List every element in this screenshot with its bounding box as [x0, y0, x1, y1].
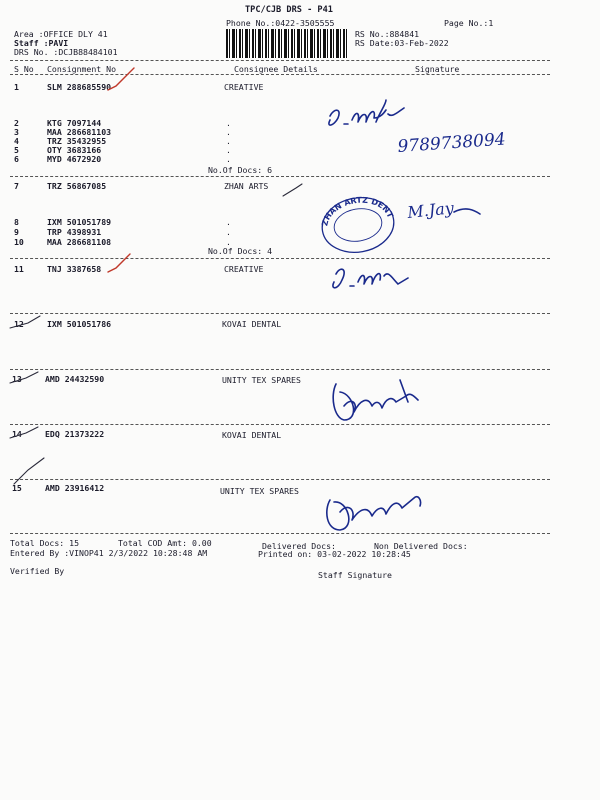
- row-consignment: TRZ 56867085: [47, 181, 107, 191]
- doc-count: No.Of Docs: 6: [208, 165, 273, 175]
- consignee-name: CREATIVE: [224, 82, 264, 92]
- signature-mark: [327, 497, 421, 530]
- row-sno: 7: [14, 181, 19, 191]
- row-sno: 13: [12, 374, 22, 384]
- tick-mark-icon: [10, 316, 40, 328]
- row-sno: 12: [14, 319, 24, 329]
- handwritten-name: M.Jay: [406, 198, 455, 222]
- signature-mark: [333, 269, 408, 288]
- row-sno: 11: [14, 264, 24, 274]
- row-consignment: AMD 24432590: [45, 374, 105, 384]
- row-sno: 1: [14, 82, 19, 92]
- phone-number: Phone No.:0422-3505555: [226, 18, 335, 28]
- consignee-name: CREATIVE: [224, 264, 264, 274]
- tick-mark-icon: [10, 372, 38, 383]
- col-signature: Signature: [415, 64, 460, 74]
- printed-on: Printed on: 03-02-2022 10:28:45: [258, 549, 411, 559]
- area-label: Area :OFFICE DLY 41: [14, 29, 108, 39]
- row-consignment: EDQ 21373222: [45, 429, 105, 439]
- total-cod-amount: Total COD Amt: 0.00: [118, 538, 212, 548]
- row-sno: 9: [14, 227, 19, 237]
- staff-label: Staff :PAVI: [14, 38, 69, 48]
- row-sno: 2: [14, 118, 19, 128]
- delivered-docs: Delivered Docs:: [262, 541, 336, 551]
- consignee-name: UNITY TEX SPARES: [222, 375, 301, 385]
- row-sno: 3: [14, 127, 19, 137]
- row-consignment: TNJ 3387658: [47, 264, 102, 274]
- row-sno: 10: [14, 237, 24, 247]
- row-sno: 14: [12, 429, 22, 439]
- consignee-dot: .: [226, 145, 231, 155]
- consignee-dot: .: [226, 118, 231, 128]
- col-sno: S No: [14, 64, 34, 74]
- tick-mark-icon: [10, 427, 38, 438]
- staff-signature-label: Staff Signature: [318, 570, 392, 580]
- row-consignment: MYD 4672920: [47, 154, 102, 164]
- signature-flourish: [454, 209, 480, 214]
- consignee-dot: .: [226, 154, 231, 164]
- document-title: TPC/CJB DRS - P41: [245, 5, 333, 15]
- consignee-dot: .: [226, 217, 231, 227]
- svg-text:ZHAN ARTZ DENTAL LAB CBE: ZHAN ARTZ DENTAL LAB CBE: [320, 195, 395, 228]
- row-consignment: TRP 4398931: [47, 227, 102, 237]
- non-delivered-docs: Non Delivered Docs:: [374, 541, 468, 551]
- row-consignment: TRZ 35432955: [47, 136, 107, 146]
- row-consignment: MAA 286681108: [47, 237, 112, 247]
- verified-by: Verified By: [10, 566, 65, 576]
- signature-mark: [333, 380, 418, 420]
- drs-number: DRS No. :DCJB88484101: [14, 47, 118, 57]
- page-number: Page No.:1: [444, 18, 494, 28]
- row-consignment: IXM 501051786: [47, 319, 112, 329]
- row-sno: 15: [12, 483, 22, 493]
- row-consignment: IXM 501051789: [47, 217, 112, 227]
- consignee-dot: .: [226, 227, 231, 237]
- total-docs: Total Docs: 15: [10, 538, 80, 548]
- col-consignment: Consignment No: [47, 64, 117, 74]
- row-consignment: OTY 3683166: [47, 145, 102, 155]
- entered-by: Entered By :VINOP41 2/3/2022 10:28:48 AM: [10, 548, 208, 558]
- consignee-dot: .: [226, 127, 231, 137]
- signature-mark: [329, 100, 404, 125]
- tick-mark-icon: [108, 254, 130, 272]
- row-consignment: MAA 286681103: [47, 127, 112, 137]
- row-sno: 8: [14, 217, 19, 227]
- row-sno: 6: [14, 154, 19, 164]
- company-stamp: [316, 190, 400, 258]
- consignee-name: KOVAI DENTAL: [222, 430, 282, 440]
- consignee-name: KOVAI DENTAL: [222, 319, 282, 329]
- rs-date: RS Date:03-Feb-2022: [355, 38, 449, 48]
- row-sno: 5: [14, 145, 19, 155]
- consignee-dot: .: [226, 136, 231, 146]
- consignee-name: UNITY TEX SPARES: [220, 486, 299, 496]
- row-consignment: SLM 288685590: [47, 82, 112, 92]
- doc-count: No.Of Docs: 4: [208, 246, 273, 256]
- tick-mark-icon: [283, 184, 302, 196]
- rs-number: RS No.:884841: [355, 29, 420, 39]
- handwritten-phone: 9789738094: [396, 129, 507, 157]
- tick-mark-icon: [108, 68, 134, 90]
- row-consignment: KTG 7097144: [47, 118, 102, 128]
- consignee-name: ZHAN ARTS: [224, 181, 269, 191]
- row-consignment: AMD 23916412: [45, 483, 105, 493]
- col-consignee: Consignee Details: [234, 64, 318, 74]
- row-sno: 4: [14, 136, 19, 146]
- tick-mark-icon: [14, 458, 44, 484]
- consignee-dot: .: [226, 237, 231, 247]
